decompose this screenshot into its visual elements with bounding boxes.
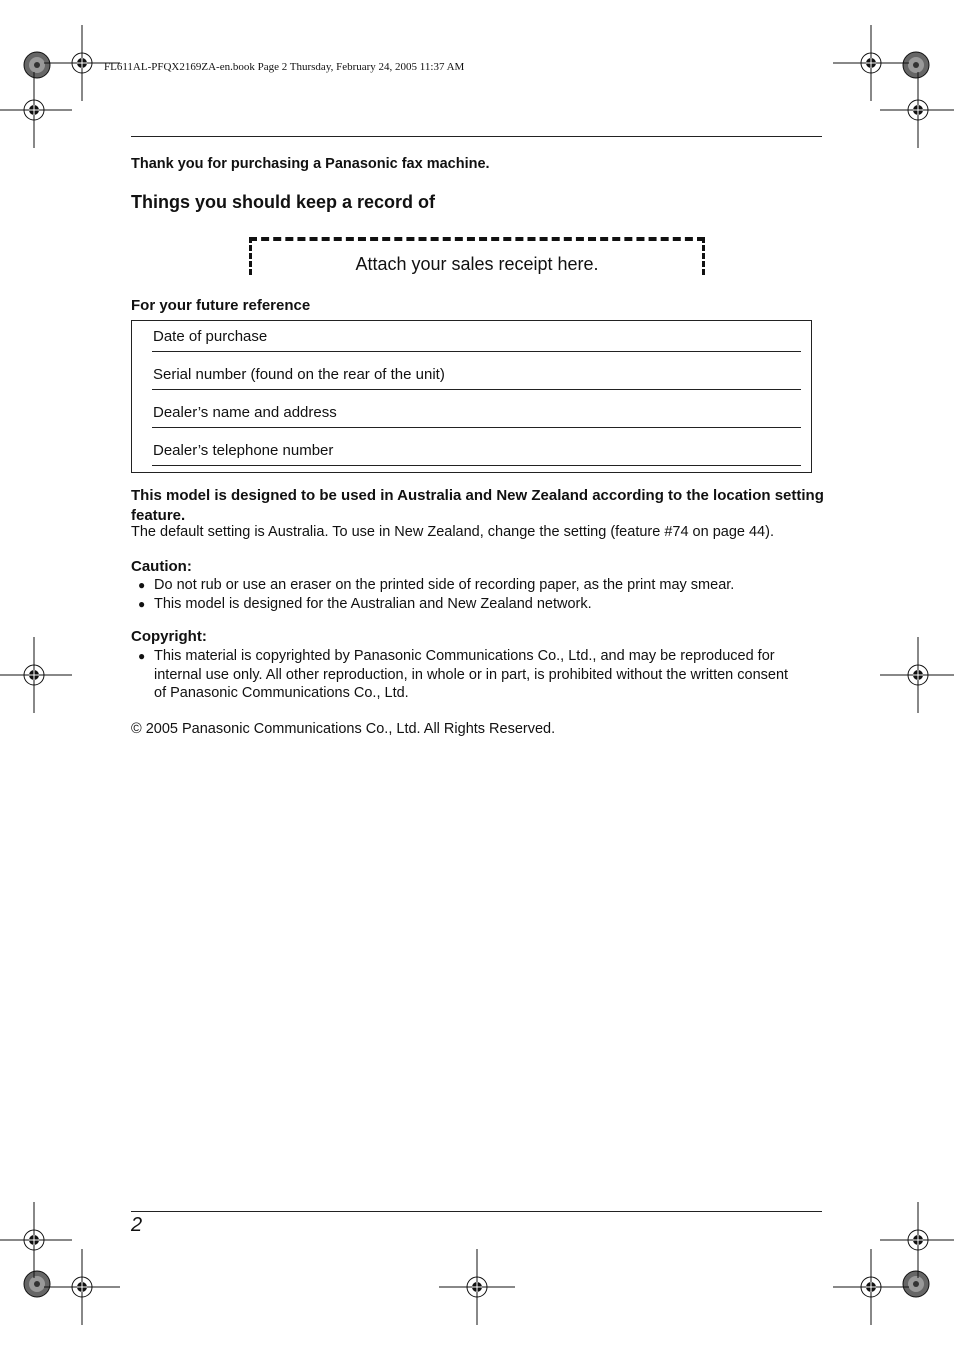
registration-mark-icon — [44, 1249, 120, 1325]
bullet-icon: ● — [138, 597, 146, 611]
bullet-icon: ● — [138, 649, 146, 663]
registration-mark-icon — [0, 637, 72, 713]
registration-mark-icon — [439, 1249, 515, 1325]
reference-title: For your future reference — [131, 297, 311, 314]
page-number: 2 — [131, 1214, 143, 1236]
color-target-icon — [903, 1271, 929, 1297]
model-note-text: The default setting is Australia. To use in New Zealand, change the setting (feature #74 on page 44). — [131, 524, 774, 540]
copyright-line: internal use only. All other reproduction, in whole or in part, is prohibited without the written consent — [154, 666, 789, 683]
receipt-dashed-top — [249, 237, 705, 241]
footer-rule — [131, 1211, 822, 1212]
reference-row — [152, 321, 801, 352]
reference-row-label: Dealer’s telephone number — [153, 442, 334, 459]
registration-mark-icon — [833, 25, 909, 101]
registration-mark-icon — [880, 1202, 954, 1278]
caution-title: Caution: — [131, 558, 192, 575]
record-heading: Things you should keep a record of — [131, 192, 436, 212]
receipt-text: Attach your sales receipt here. — [355, 254, 599, 274]
registration-mark-icon — [0, 72, 72, 148]
reference-row-label: Date of purchase — [153, 328, 268, 345]
caution-item-text: This model is designed for the Australian and New Zealand network. — [154, 596, 592, 612]
print-slug: FL611AL-PFQX2169ZA-en.book Page 2 Thursday, February 24, 2005 11:37 AM — [104, 61, 465, 73]
thanks-line: Thank you for purchasing a Panasonic fax machine. — [131, 156, 490, 172]
registration-mark-icon — [880, 637, 954, 713]
model-note-bold: This model is designed to be used in Australia and New Zealand according to the location setting feature. — [131, 487, 824, 524]
caution-item-text: Do not rub or use an eraser on the printed side of recording paper, as the print may smear. — [154, 577, 735, 593]
bullet-icon: ● — [138, 578, 146, 592]
header-rule — [131, 136, 822, 137]
registration-mark-icon — [0, 1202, 72, 1278]
color-target-icon — [903, 52, 929, 78]
copyright-line: This material is copyrighted by Panasonic Communications Co., Ltd., and may be reproduced for — [154, 648, 775, 664]
reference-row — [152, 397, 801, 428]
reference-row-label: Serial number (found on the rear of the unit) — [153, 366, 445, 383]
reference-row — [152, 435, 801, 466]
color-target-icon — [24, 1271, 50, 1297]
color-target-icon — [24, 52, 50, 78]
reference-row-label: Dealer’s name and address — [153, 404, 337, 421]
receipt-area — [249, 237, 705, 273]
registration-mark-icon — [833, 1249, 909, 1325]
copyright-notice: © 2005 Panasonic Communications Co., Ltd. All Rights Reserved. — [131, 721, 556, 737]
registration-mark-icon — [880, 72, 954, 148]
copyright-line: of Panasonic Communications Co., Ltd. — [154, 685, 409, 701]
copyright-title: Copyright: — [131, 628, 207, 645]
reference-row — [152, 359, 801, 390]
reference-table — [131, 320, 812, 473]
